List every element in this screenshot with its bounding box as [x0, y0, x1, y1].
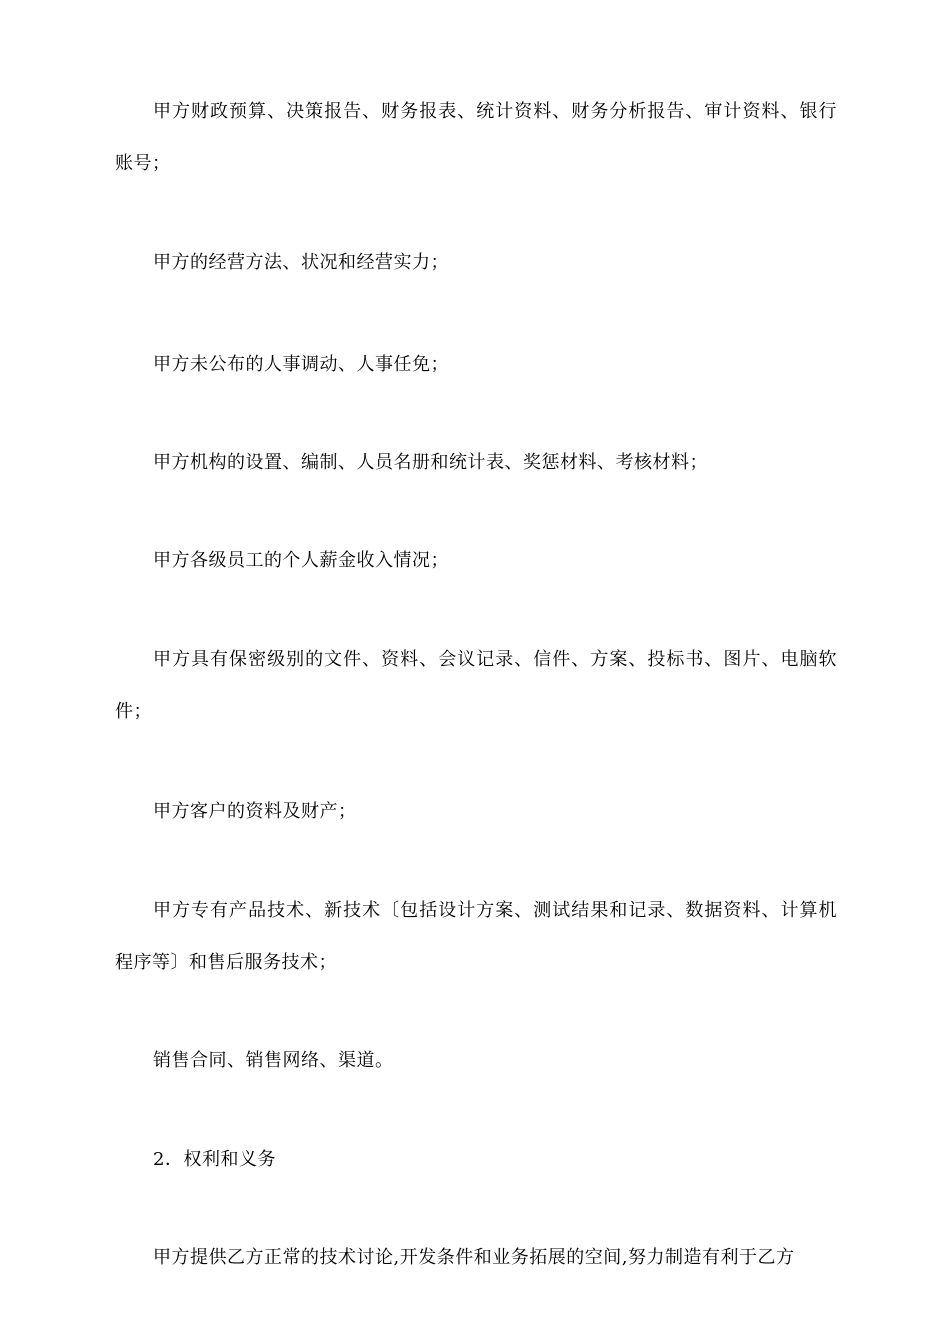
- paragraph-financial-materials: 甲方财政预算、决策报告、财务报表、统计资料、财务分析报告、审计资料、银行账号；: [115, 101, 837, 174]
- paragraph-employee-salary: 甲方各级员工的个人薪金收入情况；: [153, 550, 449, 571]
- paragraph-client-assets: 甲方客户的资料及财产；: [153, 801, 357, 822]
- paragraph-sales-network: 销售合同、销售网络、渠道。: [153, 1050, 394, 1071]
- paragraph-proprietary-technology: 甲方专有产品技术、新技术〔包括设计方案、测试结果和记录、数据资料、计算机程序等〕和售后服务技术；: [115, 900, 837, 973]
- paragraph-party-a-provisions: 甲方提供乙方正常的技术讨论,开发条件和业务拓展的空间,努力制造有利于乙方: [153, 1247, 795, 1268]
- paragraph-confidential-documents: 甲方具有保密级别的文件、资料、会议记录、信件、方案、投标书、图片、电脑软件；: [115, 649, 837, 722]
- paragraph-organization-setup: 甲方机构的设置、编制、人员名册和统计表、奖惩材料、考核材料；: [153, 452, 708, 473]
- paragraph-personnel-changes: 甲方未公布的人事调动、人事任免；: [153, 354, 449, 375]
- paragraph-business-methods: 甲方的经营方法、状况和经营实力；: [153, 252, 449, 273]
- section-heading-rights-obligations: 2．权利和义务: [153, 1149, 276, 1170]
